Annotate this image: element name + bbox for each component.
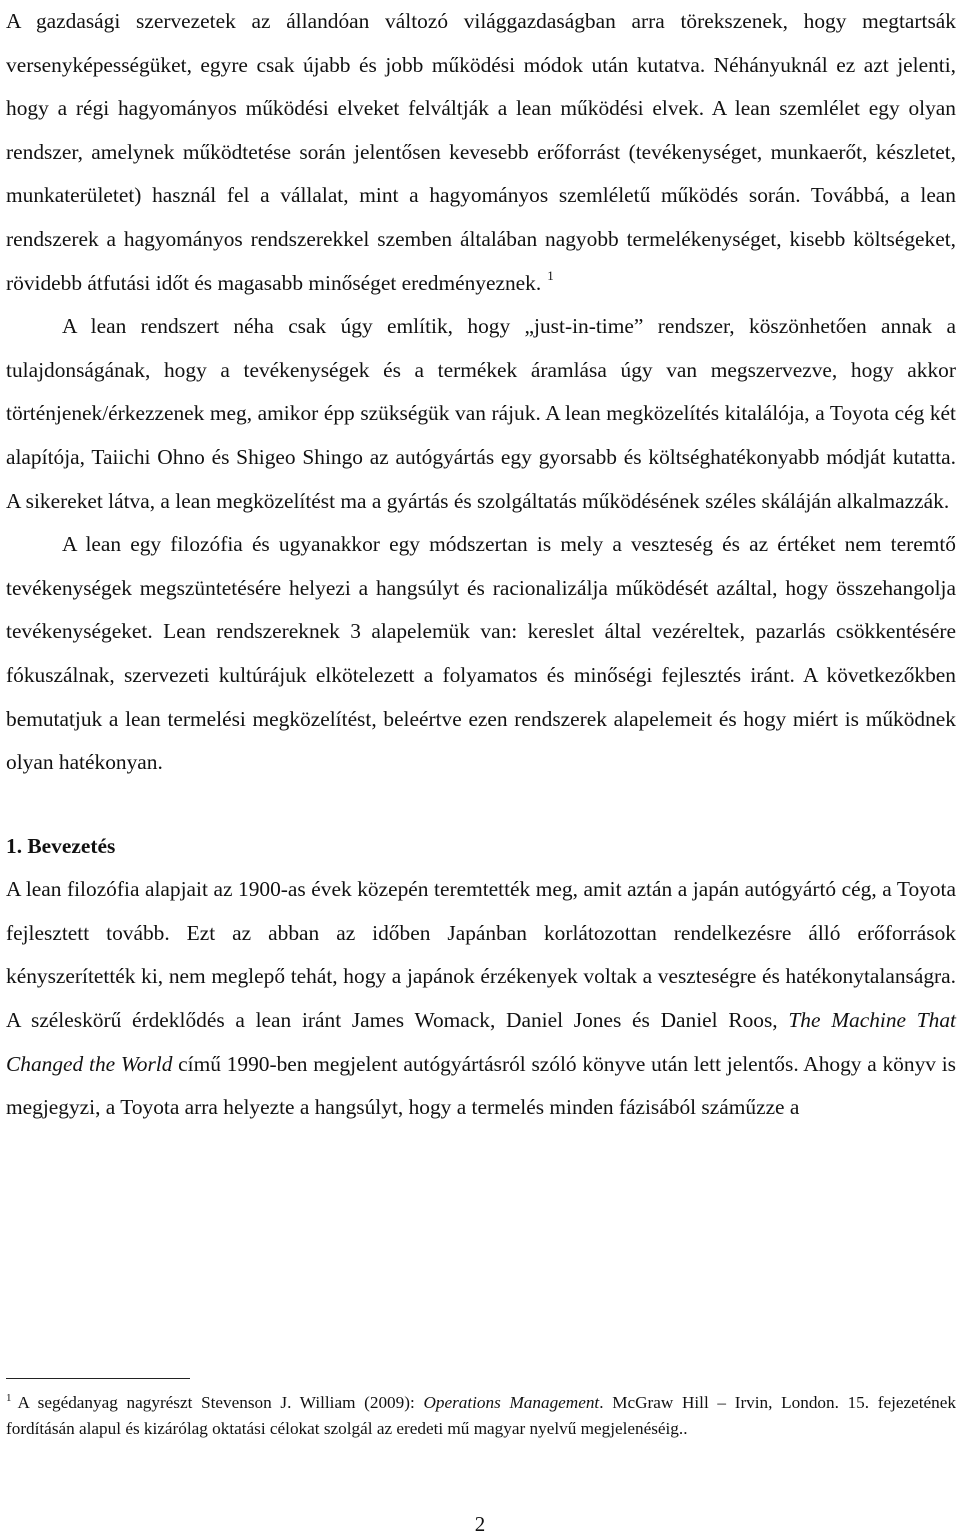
section-heading: 1. Bevezetés	[6, 833, 116, 858]
footnote	[6, 1390, 956, 1442]
footnote-separator	[6, 1378, 190, 1379]
paragraph-intro-text: A gazdasági szervezetek az állandóan változó világgazdaságban arra törekszenek, hogy megtartsák versenyképességüket, egyre csak újabb és jobb működési módok után kutatva. Néhányuknál ez azt jelenti, hogy a régi hagyományos működési elveket felváltják a lean működési elvek. A lean szemlélet egy olyan rendszer, amelynek működtetése során jelentősen kevesebb erőforrást (tevékenységet, munkaerőt, készletet, munkaterületet) használ fel a vállalat, mint a hagyományos szemléletű működés során. Továbbá, a lean rendszerek a hagyományos rendszerekkel szemben általában nagyobb termelékenységet, kisebb költségeket, rövidebb átfutási időt és magasabb minőséget eredményeznek.	[6, 9, 956, 295]
footnote-text-b: . McGraw Hill – Irvin, London. 15. fejezetének fordításán alapul és kizárólag oktatási célokat szolgál az eredeti mű magyar nyelvű megjelenéséig..	[6, 1393, 957, 1438]
footnote-marker: 1	[6, 1392, 12, 1405]
footnote-book-title: Operations Management	[423, 1393, 600, 1412]
paragraph-lean-philosophy: A lean egy filozófia és ugyanakkor egy módszertan is mely a veszteség és az értéket nem teremtő tevékenységek megszüntetésére helyezi a hangsúlyt és racionalizálja működését azáltal, hogy összehangolja tevékenységeket. Lean rendszereknek 3 alapelemük van: kereslet által vezéreltek, pazarlás csökkentésére fókuszálnak, szervezeti kultúrájuk elkötelezett a folyamatos és minőségi fejlesztés iránt. A következőkben bemutatjuk a lean termelési megközelítést, beleértve ezen rendszerek alapelemeit és hogy miért is működnek olyan hatékonyan.	[6, 532, 956, 775]
book-title: The Machine That Changed the World	[6, 1008, 956, 1076]
document-page	[6, 0, 957, 1438]
paragraph-introduction-text-a: A lean filozófia alapjait az 1900-as évek közepén teremtették meg, amit aztán a japán autógyártó cég, a Toyota fejlesztett tovább. Ezt az abban az időben Japánban korlátozottan rendelkezésre álló erőforrások kényszerítették ki, nem meglepő tehát, hogy a japánok érzékenyek voltak a veszteségre és hatékonytalanságra. A széleskörű érdeklődés a lean iránt James Womack, Daniel Jones és Daniel Roos,	[6, 877, 956, 1033]
paragraph-introduction-text-b: című 1990-ben megjelent autógyártásról szóló könyve után lett jelentős. Ahogy a könyv is megjegyzi, a Toyota arra helyezte a hangsúlyt, hogy a termelés minden fázisából száműzze a	[6, 1051, 956, 1120]
paragraph-just-in-time: A lean rendszert néha csak úgy említik, hogy „just-in-time” rendszer, köszönhetően annak a tulajdonságának, hogy a tevékenységek és a termékek áramlása úgy van megszervezve, hogy akkor történjenek/érkezzenek meg, amikor épp szükségük van rájuk. A lean megközelítés kitalálója, a Toyota cég két alapítója, Taiichi Ohno és Shigeo Shingo az autógyártás egy gyorsabb és költséghatékonyabb módját kutatta. A sikereket látva, a lean megközelítést ma a gyártás és szolgáltatás működésének széles skáláján alkalmazzák.	[6, 314, 956, 513]
footnote-text-a: A segédanyag nagyrészt Stevenson J. William (2009):	[17, 1393, 415, 1412]
paragraph-introduction-section	[6, 868, 956, 1130]
footnote-reference: 1	[547, 267, 554, 283]
paragraph-intro	[6, 0, 956, 305]
page-number: 2	[474, 1512, 486, 1536]
